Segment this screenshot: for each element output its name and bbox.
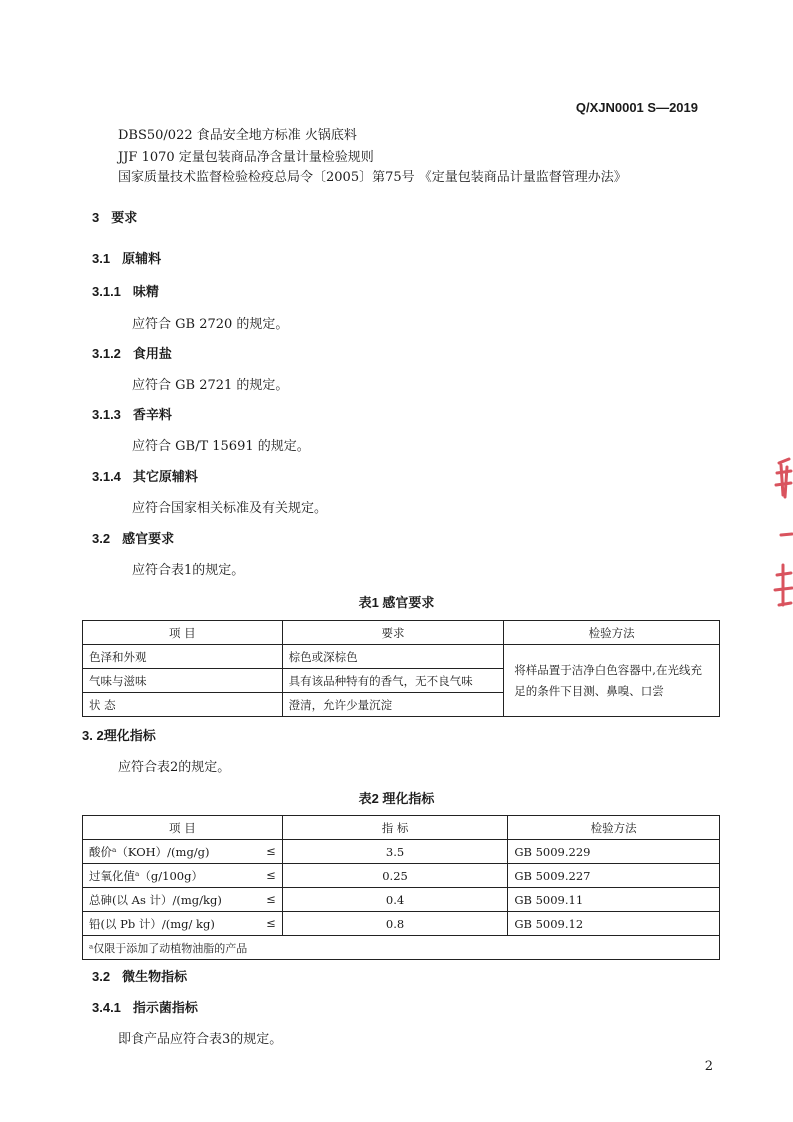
section-heading: 3. 2理化指标 [82,728,156,743]
table-row [83,912,720,936]
table-cell: GB 5009.227 [508,864,720,888]
standard-code: Q/XJN0001 S—2019 [575,100,698,115]
section-heading: 3.4.1 指示菌指标 [92,1000,198,1015]
section-heading: 3 要求 [92,210,138,225]
table-header-row [83,816,720,840]
table-header-cell: 检验方法 [508,816,720,840]
table-cell: 3.5 [282,840,508,864]
table-row [83,888,720,912]
table-cell: 将样品置于洁净白色容器中,在光线充足的条件下目测、鼻嗅、口尝 [504,645,720,717]
paragraph: 即食产品应符合表3的规定。 [118,1032,283,1047]
table-cell: 澄清，允许少量沉淀 [282,693,504,717]
table-note-row [83,936,720,960]
paragraph: 应符合 GB 2720 的规定。 [132,317,289,332]
table-header-cell: 要求 [282,621,504,645]
physicochemical-table [82,815,720,960]
table-cell: 气味与滋味 [83,669,283,693]
section-heading: 3.1.2 食用盐 [92,346,172,361]
paragraph: 应符合 GB/T 15691 的规定。 [132,439,310,454]
table-header-cell: 项 目 [83,621,283,645]
table-cell: 铅(以 Pb 计）/(mg/ kg) ≤ [83,912,283,936]
table-cell: 具有该品种特有的香气，无不良气味 [282,669,504,693]
section-heading: 3.1.1 味精 [92,284,159,299]
table-header-cell: 项 目 [83,816,283,840]
section-heading: 3.2 感官要求 [92,531,175,546]
table-cell: 色泽和外观 [83,645,283,669]
section-heading: 3.1.3 香辛料 [92,407,172,422]
reference-line: JJF 1070 定量包装商品净含量计量检验规则 [118,150,374,165]
table-header-cell: 检验方法 [504,621,720,645]
table-row [83,840,720,864]
table-row [83,645,720,669]
paragraph: 应符合表2的规定。 [118,760,231,775]
seal-stamp-fragment [771,455,793,615]
table-cell: 0.25 [282,864,508,888]
paragraph: 应符合表1的规定。 [132,563,245,578]
paragraph: 应符合 GB 2721 的规定。 [132,378,289,393]
table-cell: 总砷(以 As 计）/(mg/kg) ≤ [83,888,283,912]
table-cell: 棕色或深棕色 [282,645,504,669]
table-caption: 表2 理化指标 [358,791,435,806]
table-caption: 表1 感官要求 [358,595,435,610]
table-cell: 过氧化值ᵃ（g/100g） ≤ [83,864,283,888]
table-note: ᵃ仅限于添加了动植物油脂的产品 [83,936,720,960]
section-heading: 3.1 原辅料 [92,251,162,266]
section-heading: 3.1.4 其它原辅料 [92,469,198,484]
table-header-row [83,621,720,645]
table-cell: 状 态 [83,693,283,717]
table-cell: 0.4 [282,888,508,912]
table-header-cell: 指 标 [282,816,508,840]
table-cell: 酸价ᵃ（KOH）/(mg/g) ≤ [83,840,283,864]
reference-line: DBS50/022 食品安全地方标准 火锅底料 [118,128,357,143]
page-number: 2 [704,1059,713,1074]
reference-line: 国家质量技术监督检验检疫总局令〔2005〕第75号 《定量包装商品计量监督管理办法》 [118,170,627,185]
table-row [83,864,720,888]
sensory-table [82,620,720,717]
table-cell: GB 5009.11 [508,888,720,912]
table-cell: 0.8 [282,912,508,936]
paragraph: 应符合国家相关标准及有关规定。 [132,501,328,516]
table-cell: GB 5009.229 [508,840,720,864]
table-cell: GB 5009.12 [508,912,720,936]
section-heading: 3.2 微生物指标 [92,969,188,984]
